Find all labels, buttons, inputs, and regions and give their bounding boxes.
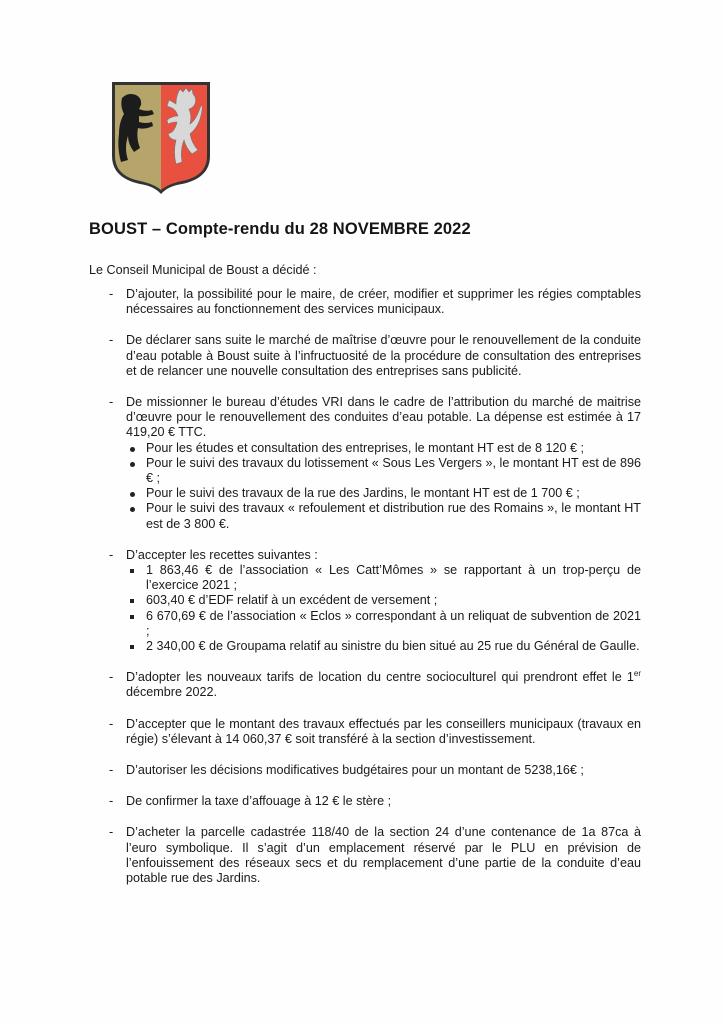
bullet-dot-icon [130,447,135,452]
decision-text: D’ajouter, la possibilité pour le maire, de créer, modifier et supprimer les régies comptables nécessaires au fonctionnement des services municipaux. [126,287,641,317]
dash-bullet: - [109,670,114,685]
decision-text: D’autoriser les décisions modificatives budgétaires pour un montant de 5238,16€ ; [126,763,584,778]
dash-bullet: - [109,333,114,348]
dash-bullet: - [109,716,114,731]
decision-text: D’accepter les recettes suivantes : [126,547,318,562]
decision-item [89,717,641,747]
bullet-square-icon [130,569,134,573]
dash-bullet: - [109,395,114,410]
bullet-square-icon [130,615,134,619]
dash-bullet: - [109,825,114,840]
bullet-dot-icon [130,507,135,512]
decision-text: De confirmer la taxe d’affouage à 12 € le stère ; [126,794,392,809]
list-item: Pour les études et consultation des entreprises, le montant HT est de 8 120 € ; [126,441,641,456]
bullet-dot-icon [130,492,135,497]
decision-text: De missionner le bureau d’études VRI dans le cadre de l’attribution du marché de maitrise d’œuvre pour le renouvellement des conduites d’eau potable. La dépense est estimée à 17 419,20 € TTC. [126,395,641,440]
decision-text: D’adopter les nouveaux tarifs de location du centre socioculturel qui prendront effet le 1er décembre 2022. [126,669,641,700]
dash-bullet: - [109,287,114,301]
decisions-list [89,281,641,886]
list-item: 6 670,69 € de l’association « Eclos » correspondant à un reliquat de subvention de 2021 ; [126,609,641,639]
dash-bullet: - [109,763,114,778]
list-item: Pour le suivi des travaux « refoulement et distribution rue des Romains », le montant HT est de 3 800 €. [126,501,641,531]
bullet-dot-icon [130,462,135,467]
decision-text: D’accepter que le montant des travaux effectués par les conseillers municipaux (travaux en régie) s’élevant à 14 060,37 € soit transféré à la section d’investissement. [126,716,641,746]
list-item: Pour le suivi des travaux du lotissement « Sous Les Vergers », le montant HT est de 896 € ; [126,456,641,486]
dash-bullet: - [109,547,114,562]
decision-item [89,333,641,379]
decision-item [89,287,641,317]
decision-item [89,825,641,886]
decision-text: D’acheter la parcelle cadastrée 118/40 de la section 24 d’une contenance de 1a 87ca à l’euro symbolique. Il s’agit d’un emplacement réservé par le PLU en prévision de l’enfouissement des réseaux secs et du remplacement d’une partie de la conduite d’eau potable rue des Jardins. [126,825,641,886]
intro-text: Le Conseil Municipal de Boust a décidé : [89,263,317,277]
list-item: 603,40 € d’EDF relatif à un excédent de versement ; [126,593,641,608]
decision-text: De déclarer sans suite le marché de maîtrise d’œuvre pour le renouvellement de la conduite d’eau potable à Boust suite à l’infructuosité de la procédure de consultation des entreprises et de relancer une nouvelle consultation des entreprises sans publicité. [126,333,641,378]
list-item: 1 863,46 € de l’association « Les Catt’Mômes » se rapportant à un trop-perçu de l’exercice 2021 ; [126,563,641,593]
decision-item [89,763,641,778]
decision-item [89,794,641,809]
bullet-square-icon [130,599,134,603]
dash-bullet: - [109,794,114,809]
coat-of-arms-icon [106,78,216,196]
decision-item [89,548,641,654]
sub-list [126,563,641,654]
list-item: Pour le suivi des travaux de la rue des Jardins, le montant HT est de 1 700 € ; [126,486,641,501]
bullet-square-icon [130,645,134,649]
list-item: 2 340,00 € de Groupama relatif au sinistre du bien situé au 25 rue du Général de Gaulle. [126,639,641,654]
page-title: BOUST – Compte-rendu du 28 NOVEMBRE 2022 [89,220,471,238]
decision-item [89,670,641,700]
sub-list [126,441,641,532]
decision-item [89,395,641,532]
